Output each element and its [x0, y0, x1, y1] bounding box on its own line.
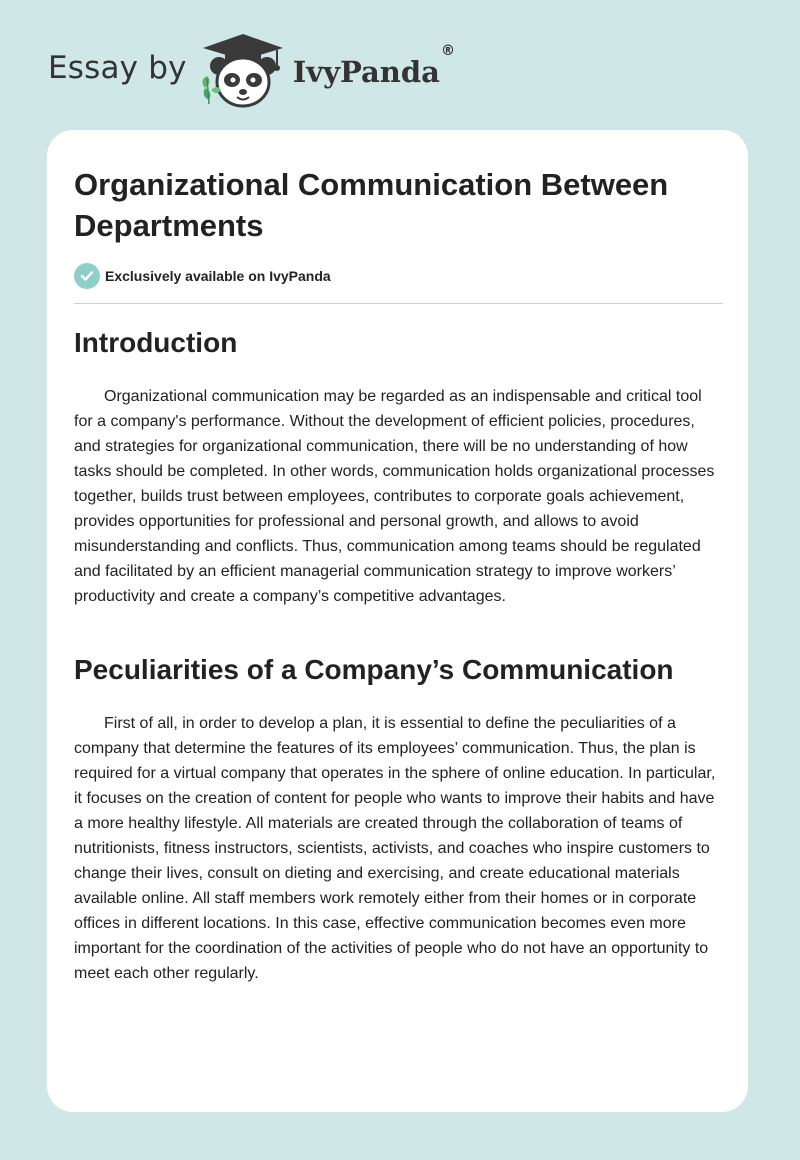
page-title: Organizational Communication Between Departments: [74, 167, 669, 243]
section-paragraph-introduction: Organizational communication may be regarded as an indispensable and critical tool for a company's performance. Without the development of efficient policies, procedures, and strategies for organizational communication, there will be no understanding of how tasks should be completed. In other words, communication holds organizational processes together, builds trust between employees, contributes to corporate goals achievement, provides opportunities for professional and personal growth, and allows to avoid misunderstanding and conflicts. Thus, communication among teams should be regulated and facilitated by an efficient managerial communication strategy to improve workers’ productivity and create a company’s competitive advantages.: [74, 388, 715, 605]
panda-graduate-logo-icon: [197, 30, 289, 110]
essay-card: [47, 130, 748, 1112]
brand-name: IvyPanda®: [292, 43, 455, 89]
registered-mark: ®: [440, 43, 455, 59]
section-heading-introduction: Introduction: [74, 327, 238, 358]
section-heading-peculiarities: Peculiarities of a Company’s Communication: [74, 654, 674, 685]
check-circle-icon: [74, 263, 100, 289]
badge-label: Exclusively available on IvyPanda: [105, 268, 331, 284]
site-brand[interactable]: [48, 30, 468, 110]
section-paragraph-peculiarities: First of all, in order to develop a plan, it is essential to define the peculiarities of a company that determine the features of its employees’ communication. Thus, the plan is required for a virtual company that operates in the sphere of online education. In particular, it focuses on the creation of content for people who wants to improve their habits and have a more healthy lifestyle. All materials are created through the collaboration of teams of nutritionists, fitness instructors, scientists, activists, and coaches who inspire customers to change their lives, consult on dieting and exercising, and create educational materials available online. All staff members work remotely either from their homes or in corporate offices in different locations. In this case, effective communication becomes even more important for the coordination of the activities of people who do not have an opportunity to meet each other regularly.: [74, 715, 716, 982]
brand-prefix: Essay by: [48, 50, 187, 86]
exclusive-badge: [74, 263, 331, 289]
title-divider: [74, 303, 723, 304]
